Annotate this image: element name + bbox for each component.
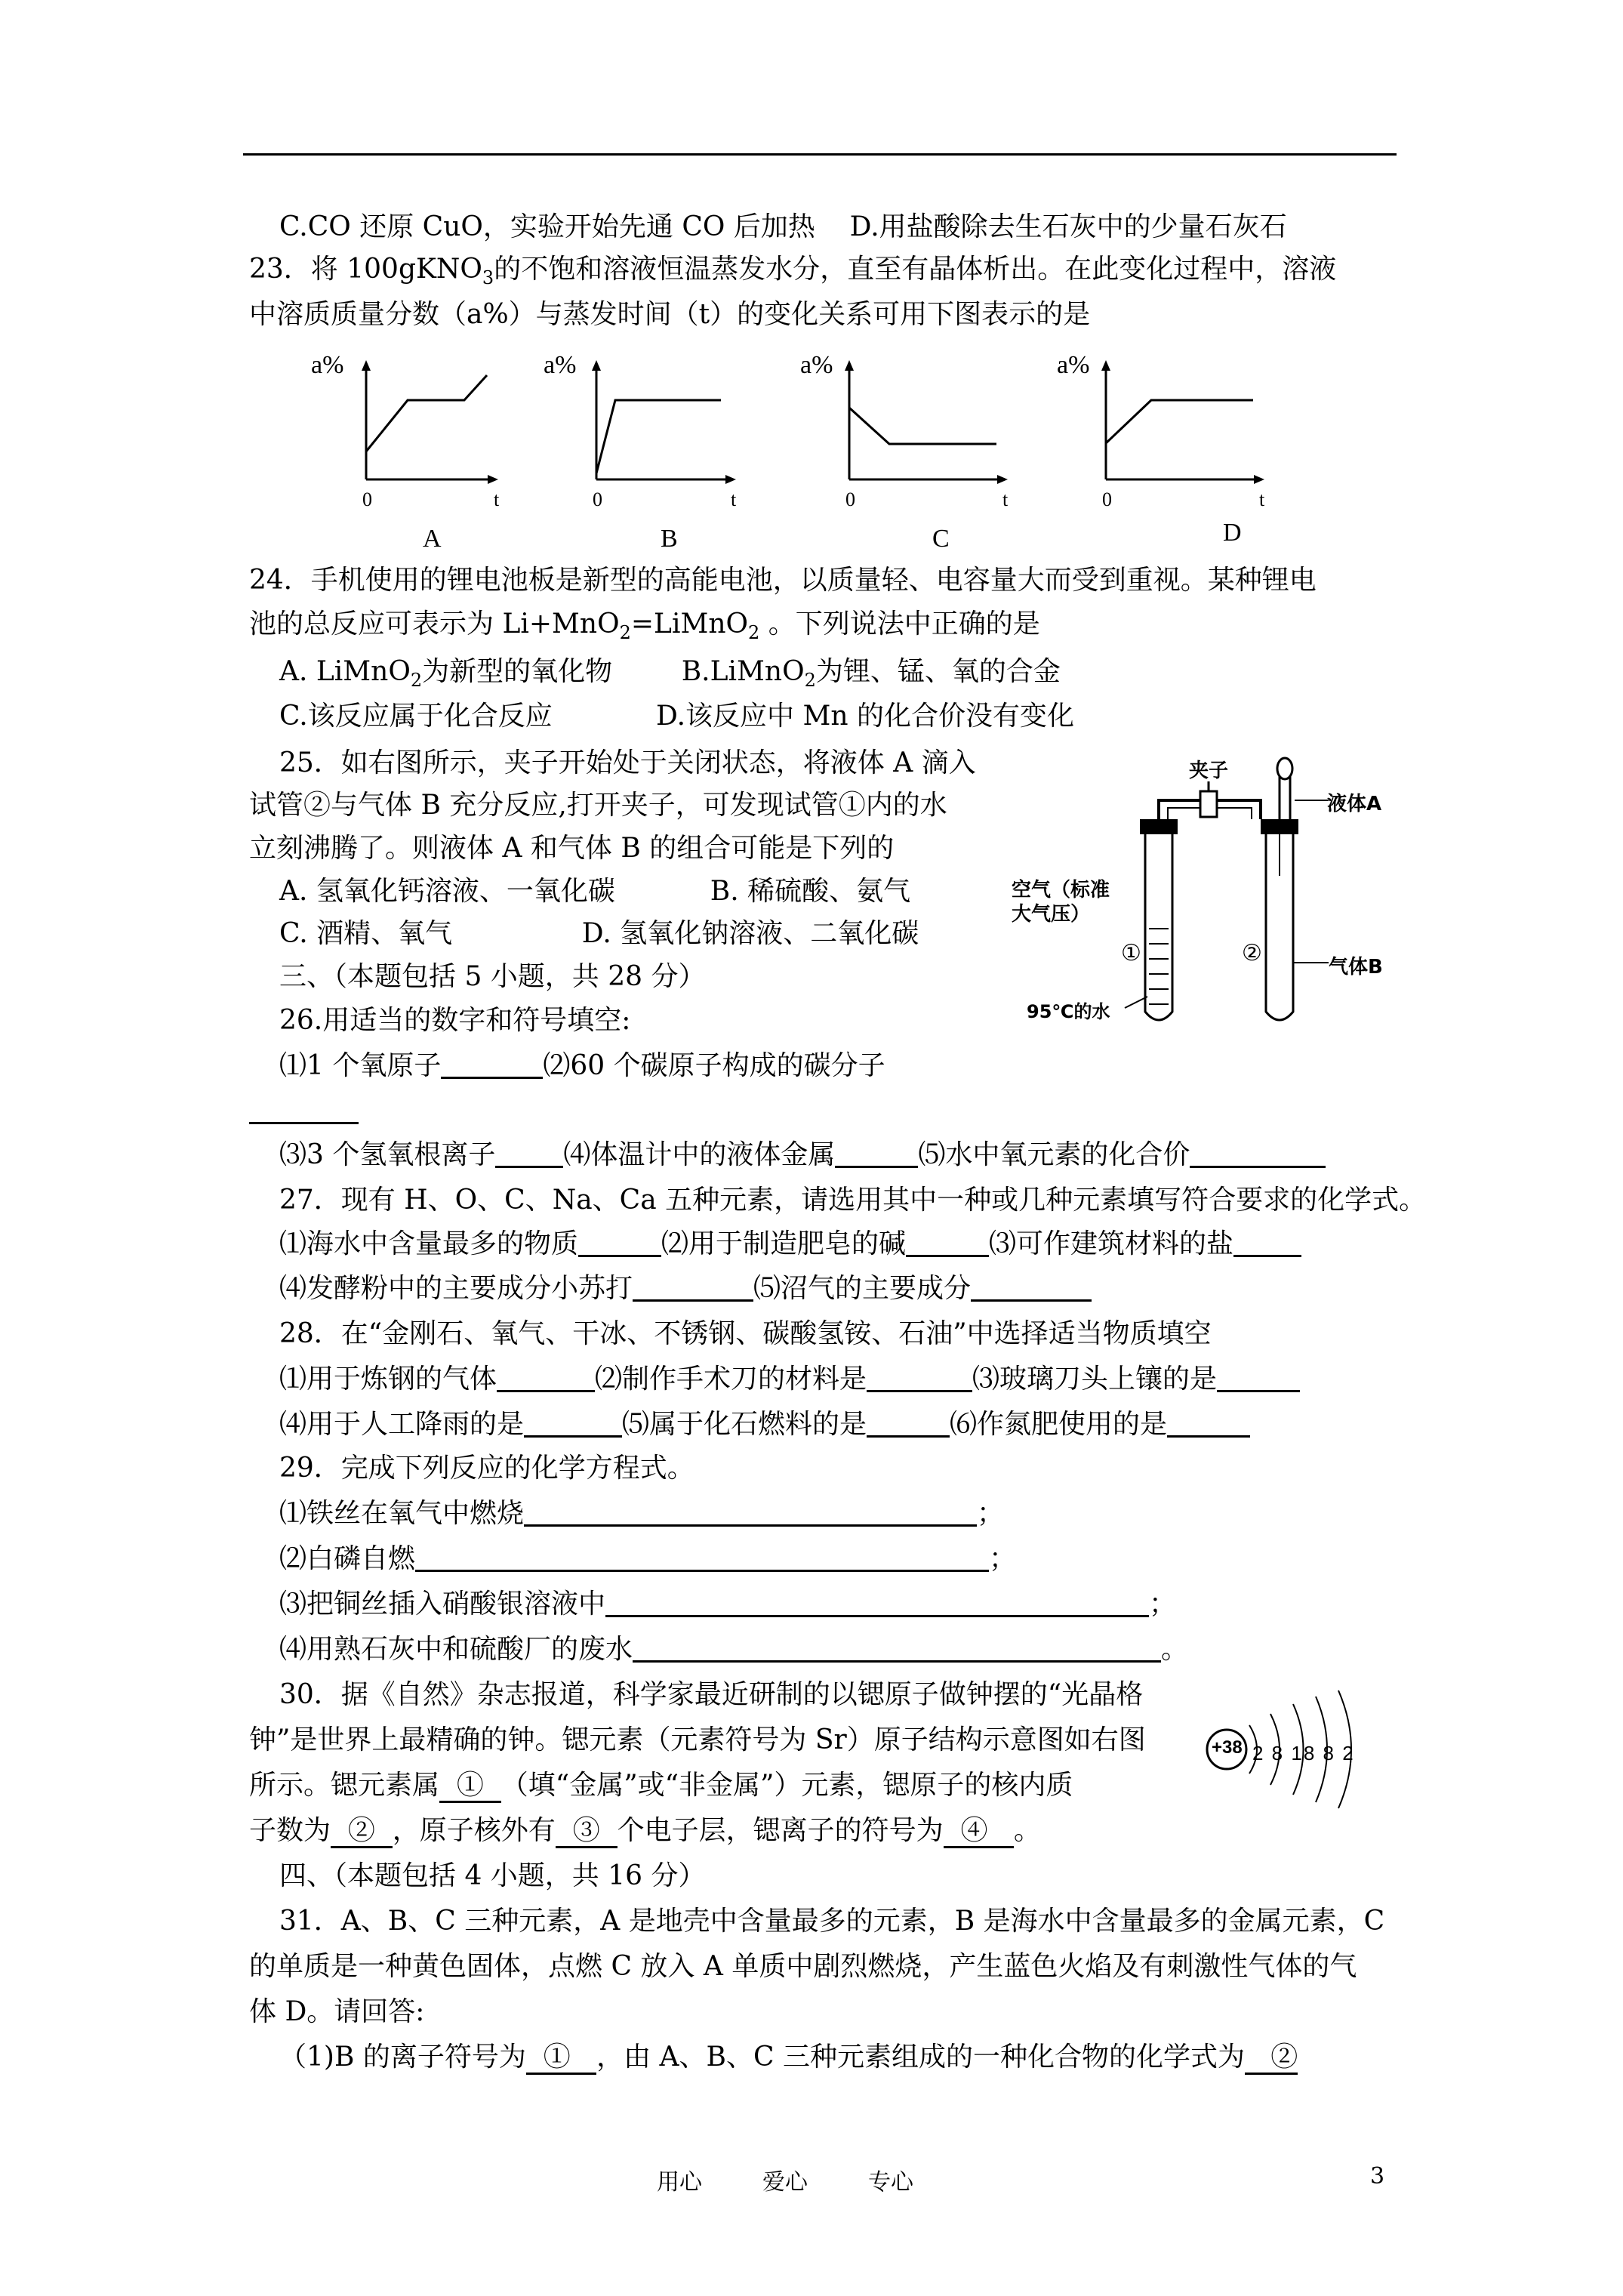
footer-slogan-2: 爱心 [762,2169,808,2196]
section-4-heading: 四、（本题包括 4 小题，共 16 分） [279,1860,706,1891]
q26-5-blank[interactable] [1190,1139,1326,1168]
q29-4-blank[interactable] [633,1633,1161,1663]
q30-line4: 子数为 ② ，原子核外有 ③ 个电子层，锶离子的符号为 ④ 。 [249,1813,1041,1849]
footer-slogan-1: 用心 [657,2169,702,2196]
q29-line3: ⑶把铜丝插入硝酸银溶液中 ； [279,1589,1177,1620]
section-3-heading: 三、（本题包括 5 小题，共 28 分） [279,961,706,992]
q27-4-blank[interactable] [633,1272,753,1302]
graph-d-plot [1057,344,1283,562]
q31-line4: （1)B 的离子符号为 ① ，由 A、B、C 三种元素组成的一种化合物的化学式为 ② [279,2039,1298,2076]
q27-2-blank[interactable] [906,1228,989,1257]
graph-a: a% 0 t A [302,344,528,562]
q27-prompt: 27．现有 H、O、C、Na、Ca 五种元素，请选用其中一种或几种元素填写符合要求的化学式。 [279,1185,1427,1216]
q26-3-blank[interactable] [495,1139,563,1168]
q31-blank-2[interactable]: ② [1245,2042,1298,2075]
q24-options-ab: A. LiMnO$_2$为新型的氧化物 B.LiMnO$_2$为锂、锰、氧的合金 [279,656,1061,691]
q25-options-cd: C. 酒精、氧气 D. 氢氧化钠溶液、二氧化碳 [279,918,919,949]
q25-line3: 立刻沸腾了。则液体 A 和气体 B 的组合可能是下列的 [249,833,895,864]
page-number: 3 [1370,2163,1385,2190]
q25-line2: 试管②与气体 B 充分反应,打开夹子，可发现试管①内的水 [249,790,947,821]
q24-line1: 24．手机使用的锂电池板是新型的高能电池，以质量轻、电容量大而受到重视。某种锂电 [249,565,1317,596]
q30-blank-3[interactable]: ③ [556,1815,617,1848]
q28-6-blank[interactable] [1167,1408,1250,1438]
q23-line2: 中溶质质量分数（a%）与蒸发时间（t）的变化关系可用下图表示的是 [249,299,1091,330]
q28-2-blank[interactable] [867,1363,972,1392]
q26-prompt: 26.用适当的数字和符号填空: [279,1005,631,1036]
footer-slogan-3: 专心 [868,2169,913,2196]
q30-line2: 钟”是世界上最精确的钟。锶元素（元素符号为 Sr）原子结构示意图如右图 [249,1724,1146,1755]
q28-3-blank[interactable] [1217,1363,1300,1392]
q26-2-blank[interactable] [249,1095,359,1124]
q22-options-cd: C.CO 还原 CuO，实验开始先通 CO 后加热 D.用盐酸除去生石灰中的少量石灰石 [279,211,1287,242]
q28-line1: ⑴用于炼钢的气体 ⑵制作手术刀的材料是 ⑶玻璃刀头上镶的是 [279,1361,1300,1398]
q31-line3: 体 D。请回答: [249,1996,425,2027]
q27-5-blank[interactable] [971,1272,1092,1302]
q24-options-cd: C.该反应属于化合反应 D.该反应中 Mn 的化合价没有变化 [279,701,1074,732]
q26-line1: ⑴1 个氧原子 ⑵60 个碳原子构成的碳分子 [279,1050,885,1081]
q30-blank-1[interactable]: ① [439,1770,501,1803]
q23-graphs [302,344,1359,562]
q25-options-ab: A. 氢氧化钙溶液、一氧化碳 B. 稀硫酸、氨气 [279,876,911,907]
graph-c-plot [800,344,1027,562]
q29-prompt: 29．完成下列反应的化学方程式。 [279,1453,694,1484]
q28-4-blank[interactable] [524,1408,622,1438]
graph-b-plot [544,344,770,562]
q31-line1: 31．A、B、C 三种元素，A 是地壳中含量最多的元素，B 是海水中含量最多的金属元素，C [279,1906,1385,1937]
q29-line1: ⑴铁丝在氧气中燃烧 ； [279,1498,1005,1529]
q29-line2: ⑵白磷自燃 ； [279,1543,1017,1574]
q29-1-blank[interactable] [524,1497,977,1527]
q30-blank-4[interactable]: ④ [944,1815,1014,1848]
q29-3-blank[interactable] [605,1588,1149,1617]
q26-line2: ⑶3 个氢氧根离子 ⑷体温计中的液体金属 ⑸水中氧元素的化合价 [279,1137,1326,1173]
q28-line2: ⑷用于人工降雨的是 ⑸属于化石燃料的是 ⑹作氮肥使用的是 [279,1407,1250,1443]
q24-line2: 池的总反应可表示为 Li+MnO$_2$=LiMnO$_2$ 。下列说法中正确的是 [249,609,1040,643]
q28-1-blank[interactable] [497,1363,595,1392]
q29-2-blank[interactable] [415,1542,989,1572]
q28-5-blank[interactable] [867,1408,950,1438]
q26-line1-cont [249,1093,359,1130]
graph-c: a% 0 t C [800,344,1027,562]
q27-line2: ⑷发酵粉中的主要成分小苏打 ⑸沼气的主要成分 [279,1271,1092,1307]
q26-4-blank[interactable] [835,1139,918,1168]
q27-line1: ⑴海水中含量最多的物质 ⑵用于制造肥皂的碱 ⑶可作建筑材料的盐 [279,1226,1301,1262]
q26-1-blank[interactable] [441,1049,543,1079]
strontium-atom-diagram: +38 2 8 18 8 2 [1204,1687,1378,1816]
q30-line1: 30．据《自然》杂志报道，科学家最近研制的以锶原子做钟摆的“光晶格 [279,1679,1144,1710]
graph-a-plot [302,344,528,562]
q31-line2: 的单质是一种黄色固体，点燃 C 放入 A 单质中剧烈燃烧，产生蓝色火焰及有刺激性气体的气 [249,1951,1357,1982]
graph-d: a% 0 t D [1057,344,1283,562]
q30-blank-2[interactable]: ② [331,1815,393,1848]
q25-apparatus: 夹子 液体A 空气（标准 大气压） ① ② 气体B 95℃的水 [1012,755,1404,1034]
q27-3-blank[interactable] [1233,1228,1301,1257]
q28-prompt: 28．在“金刚石、氧气、干冰、不锈钢、碳酸氢铵、石油”中选择适当物质填空 [279,1318,1212,1349]
q31-blank-1[interactable]: ① [526,2042,596,2075]
q29-line4: ⑷用熟石灰中和硫酸厂的废水 。 [279,1634,1189,1665]
q25-line1: 25．如右图所示，夹子开始处于关闭状态，将液体 A 滴入 [279,747,976,778]
header-rule [243,153,1397,156]
graph-b: a% 0 t B [544,344,770,562]
q27-1-blank[interactable] [578,1228,661,1257]
q30-line3: 所示。锶元素属 ① （填“金属”或“非金属”）元素，锶原子的核内质 [249,1767,1073,1804]
q23-line1: 23．将 100gKNO$_3$的不饱和溶液恒温蒸发水分，直至有晶体析出。在此变化过程中，溶液 [249,254,1337,288]
